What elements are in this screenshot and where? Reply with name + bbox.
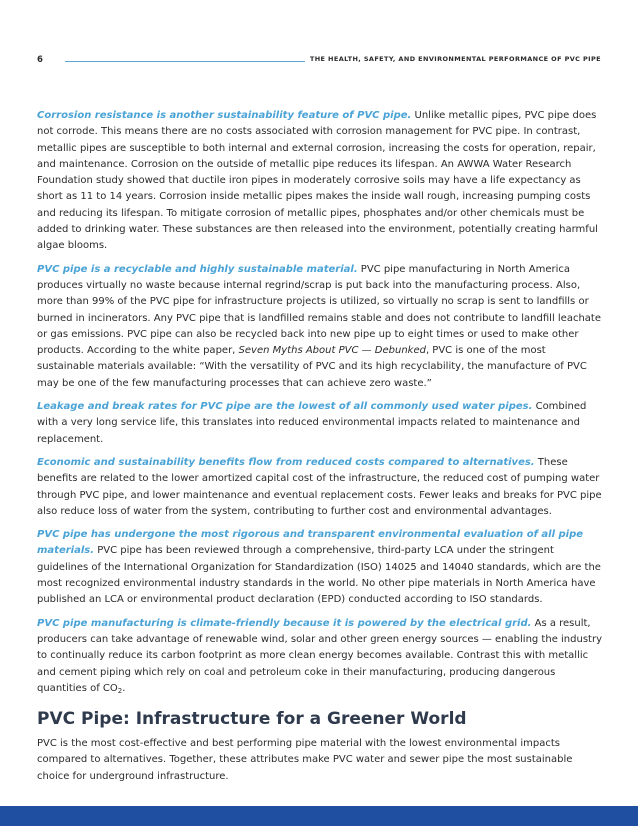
paragraph-end: .: [122, 682, 126, 694]
paragraph-text-cont: , PVC is one of the most sustainable materials available: “With the versatility of PVC and its high recyclability, the manufacture of PVC may be one of the few manufacturing processes that can achieve zero waste.”: [37, 345, 587, 389]
paragraph-climate: [37, 616, 603, 697]
section-heading: PVC Pipe: Infrastructure for a Greener World: [37, 709, 467, 730]
paragraph-lead: PVC pipe has undergone the most rigorous and transparent environmental evaluation of all pipe materials.: [37, 529, 584, 557]
paragraph-text: Combined with a very long service life, this translates into reduced environmental impacts related to maintenance and replacement.: [37, 401, 587, 445]
co2-subscript: 2: [117, 686, 123, 695]
page-number: 6: [37, 55, 43, 65]
paragraph-lead: Leakage and break rates for PVC pipe are the lowest of all commonly used water pipes.: [37, 401, 533, 413]
paragraph-lead: Economic and sustainability benefits flow from reduced costs compared to alternatives.: [37, 456, 535, 468]
white-paper-title: Seven Myths About PVC — Debunked: [238, 345, 426, 357]
footer-bar: [0, 806, 638, 826]
paragraph-corrosion: [37, 108, 603, 255]
paragraph-text: PVC pipe manufacturing in North America produces virtually no waste because internal regrind/scrap is put back into the manufacturing process. Also, more than 99% of the PVC pipe for infrastructure projects is utilized, so virtually no scrap is sent to landfills or burned in incinerators. Any PVC pipe that is landfilled remains stable and does not contribute to landfill leachate or gas emissions. PVC pipe can also be recycled back into new pipe up to eight times or used to make other products. According to the white paper,: [37, 263, 601, 357]
page-body: [37, 108, 603, 792]
header-rule: [65, 61, 305, 62]
paragraph-text: Unlike metallic pipes, PVC pipe does not corrode. This means there are no costs associated with corrosion management for PVC pipe. In contrast, metallic pipes are susceptible to both internal and external corrosion, increasing the costs for operation, repair, and maintenance. Corrosion on the outside of metallic pipe reduces its lifespan. An AWWA Water Research Foundation study showed that ductile iron pipes in moderately corrosive soils may have a life expectancy as short as 11 to 14 years. Corrosion inside metallic pipes makes the inside wall rough, increasing pumping costs and reducing its lifespan. To mitigate corrosion of metallic pipes, phosphates and/or other chemicals must be added to drinking water. These substances are then released into the environment, potentially creating harmful algae blooms.: [37, 110, 598, 252]
paragraph-evaluation: [37, 527, 603, 608]
running-title: THE HEALTH, SAFETY, AND ENVIRONMENTAL PERFORMANCE OF PVC PIPE: [309, 55, 601, 63]
paragraph-lead: Corrosion resistance is another sustainability feature of PVC pipe.: [37, 110, 412, 121]
paragraph-text: These benefits are related to the lower amortized capital cost of the infrastructure, the reduced cost of pumping water through PVC pipe, and lower maintenance and eventual replacement costs. Fewer leaks and breaks for PVC pipe also reduce loss of water from the system, contributing to further cost and environmental advantages.: [37, 456, 602, 517]
section-paragraph: PVC is the most cost-effective and best performing pipe material with the lowest environmental impacts compared to alternatives. Together, these attributes make PVC water and sewer pipe the most sustainable choice for underground infrastructure.: [37, 738, 573, 782]
paragraph-lead: PVC pipe manufacturing is climate-friendly because it is powered by the electrical grid.: [37, 617, 532, 629]
paragraph-recyclable: [37, 262, 603, 392]
paragraph-leakage: [37, 399, 603, 448]
paragraph-lead: PVC pipe is a recyclable and highly sustainable material.: [37, 263, 358, 275]
paragraph-text: As a result, producers can take advantage of renewable wind, solar and other green energy sources — enabling the industry to continually reduce its carbon footprint as more clean energy becomes available. Contrast this with metallic and cement piping which rely on coal and petroleum coke in their manufacturing, producing dangerous quantities of CO: [37, 617, 602, 694]
paragraph-economic: [37, 455, 603, 520]
page-header: [37, 52, 601, 72]
paragraph-text: PVC pipe has been reviewed through a comprehensive, third-party LCA under the stringent guidelines of the International Organization for Standardization (ISO) 14025 and 14040 standards, which are the most recognized environmental industry standards in the world. No other pipe materials in North America have published an LCA or environmental product declaration (EPD) conducted according to ISO standards.: [37, 545, 601, 606]
